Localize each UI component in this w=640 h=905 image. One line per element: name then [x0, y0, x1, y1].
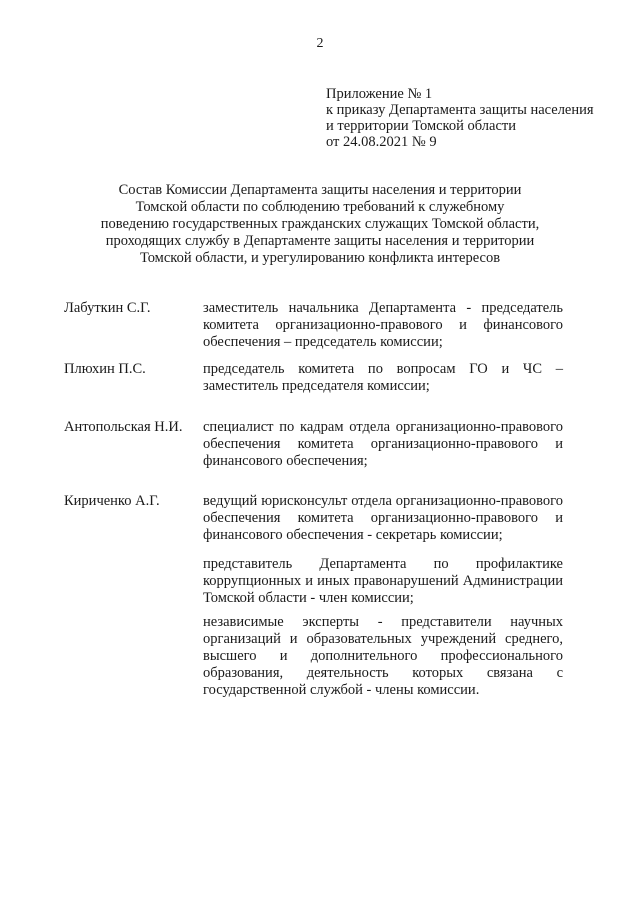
document-title — [70, 182, 570, 267]
member-name: Антопольская Н.И. — [64, 419, 183, 435]
appendix-header — [326, 86, 626, 150]
appendix-line: и территории Томской области — [326, 118, 516, 134]
member-role: заместитель начальника Департамента - председатель комитета организационно-правового и финансового обеспечения – председатель комиссии; — [203, 300, 563, 350]
appendix-line: Приложение № 1 — [326, 86, 433, 102]
extra-member: представитель Департамента по профилактике коррупционных и иных правонарушений Администрации Томской области - член комиссии; — [203, 556, 563, 606]
title-line: поведению государственных гражданских служащих Томской области, — [100, 216, 540, 232]
member-name: Кириченко А.Г. — [64, 493, 160, 509]
page-number: 2 — [316, 36, 324, 51]
member-name: Лабуткин С.Г. — [64, 300, 151, 316]
title-line: проходящих службу в Департаменте защиты населения и территории — [105, 233, 535, 249]
member-role: председатель комитета по вопросам ГО и ЧС – заместитель председателя комиссии; — [203, 361, 563, 394]
member-role: ведущий юрисконсульт отдела организационно-правового обеспечения комитета организационно-правового и финансового обеспечения - секретарь комиссии; — [203, 493, 563, 543]
member-name: Плюхин П.С. — [64, 361, 146, 377]
title-line: Томской области, и урегулированию конфликта интересов — [139, 250, 501, 266]
title-line: Состав Комиссии Департамента защиты населения и территории — [118, 182, 522, 198]
member-role: специалист по кадрам отдела организационно-правового обеспечения комитета организационно-правового и финансового обеспечения; — [203, 419, 563, 469]
title-line: Томской области по соблюдению требований к служебному — [135, 199, 505, 215]
appendix-line: от 24.08.2021 № 9 — [326, 134, 437, 150]
extra-member: независимые эксперты - представители научных организаций и образовательных учреждений среднего, высшего и дополнительного профессионального образования, деятельность которых связана с государственной службой - члены комиссии. — [203, 614, 563, 698]
appendix-line: к приказу Департамента защиты населения — [326, 102, 594, 118]
